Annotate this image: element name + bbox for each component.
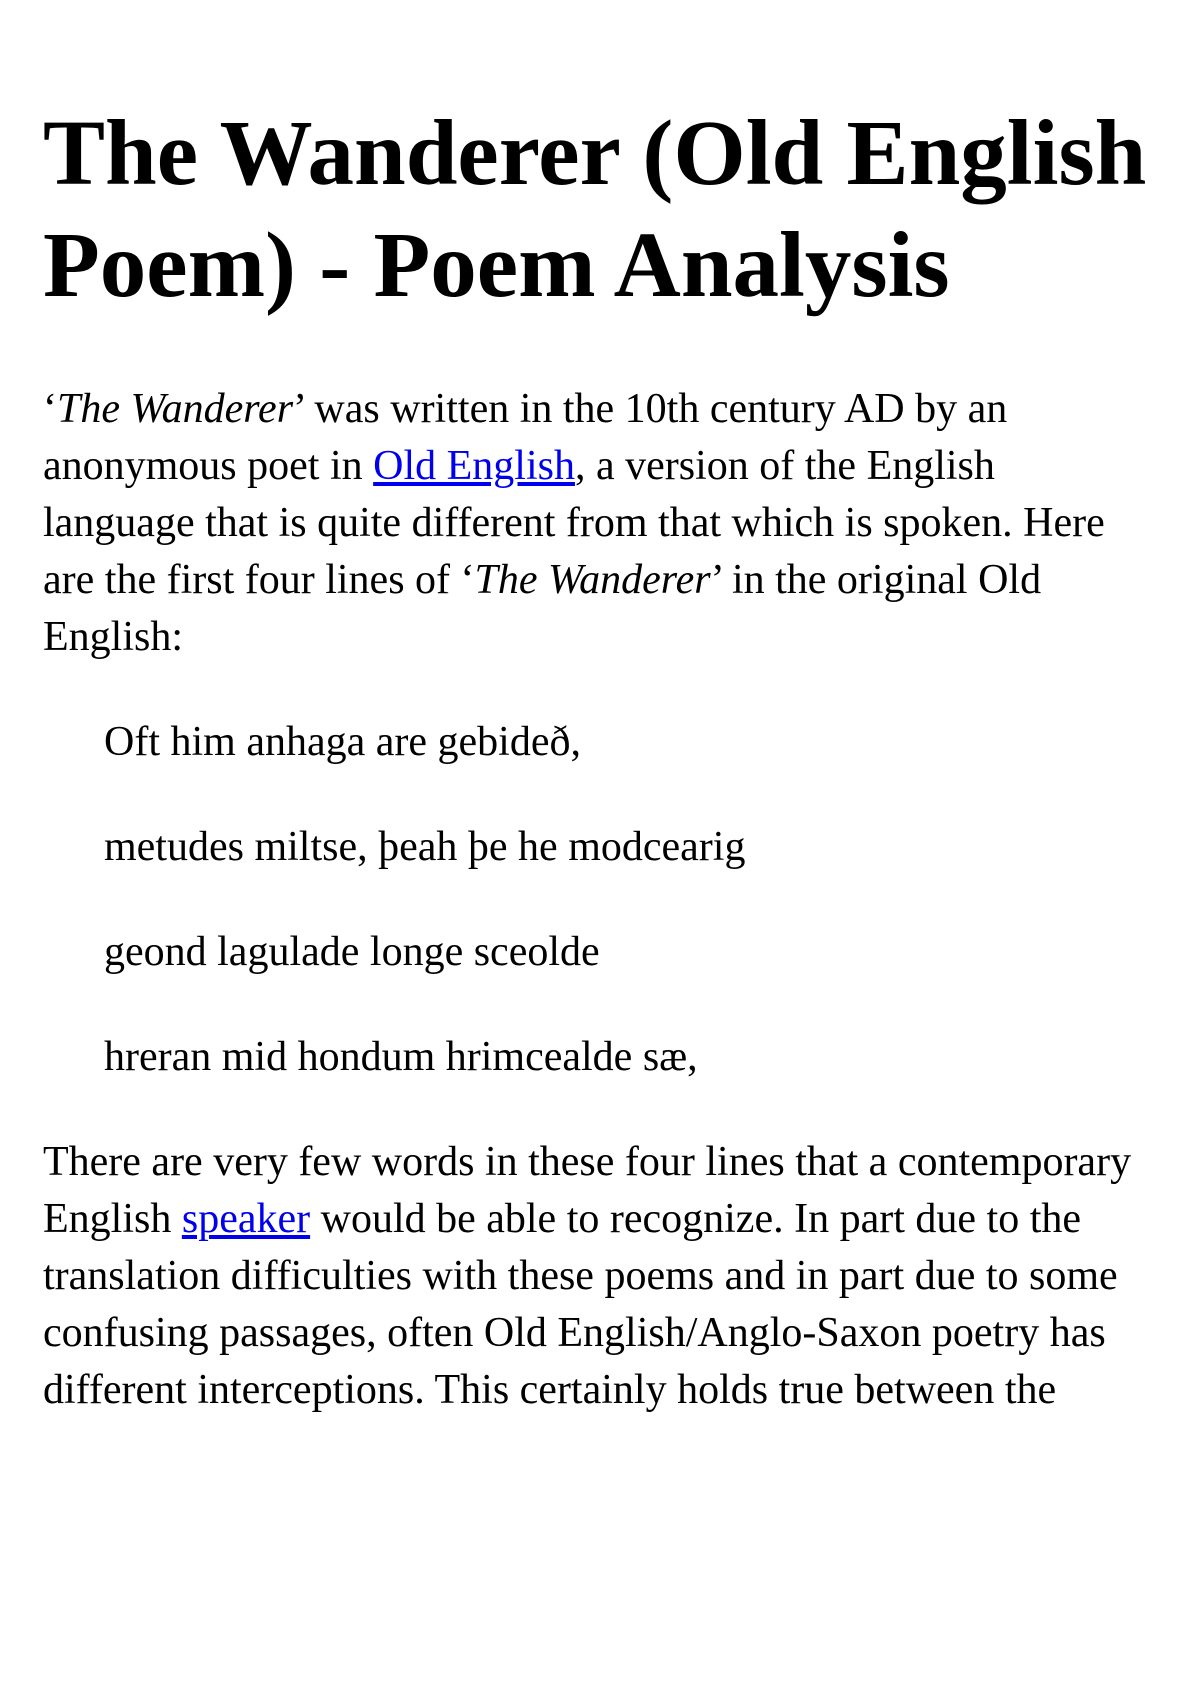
body-paragraph [43, 1134, 1152, 1419]
body-text-2: would be able to recognize. In part due to the translation difficulties with these poems and in part due to some confusing passages, often Old English/Anglo-Saxon poetry has different interceptions. This certainly holds true between the [43, 1196, 1118, 1413]
verse-line: hreran mid hondum hrimcealde sæ, [104, 1034, 698, 1080]
poem-title-italic: The Wanderer [57, 386, 294, 432]
page-title: The Wanderer (Old English Poem) - Poem Analysis [43, 102, 1147, 317]
old-english-link[interactable]: Old English [373, 443, 575, 489]
body-text-1: There are very few words in these four lines that a contemporary English [43, 1139, 1132, 1242]
intro-text-3: in the original Old English: [43, 557, 1042, 660]
speaker-link[interactable]: speaker [181, 1196, 311, 1242]
intro-close-quote-2: ’ [710, 557, 722, 603]
intro-open-quote: ‘ [43, 386, 57, 432]
verse-line: geond lagulade longe sceolde [104, 929, 600, 975]
intro-text-1: was written in the 10th century AD by an anonymous poet in [43, 386, 1008, 489]
intro-open-quote-2: ‘ [460, 557, 475, 603]
intro-close-quote: ’ [293, 386, 304, 432]
verse-block [43, 714, 1152, 1086]
verse-line: metudes miltse, þeah þe he modcearig [104, 824, 746, 870]
intro-paragraph [43, 381, 1152, 666]
verse-line: Oft him anhaga are gebideð, [104, 719, 581, 765]
poem-title-italic-2: The Wanderer [474, 557, 711, 603]
intro-text-2: , a version of the English language that is quite different from that which is spoken. Here are the first four lines of [43, 443, 1105, 603]
